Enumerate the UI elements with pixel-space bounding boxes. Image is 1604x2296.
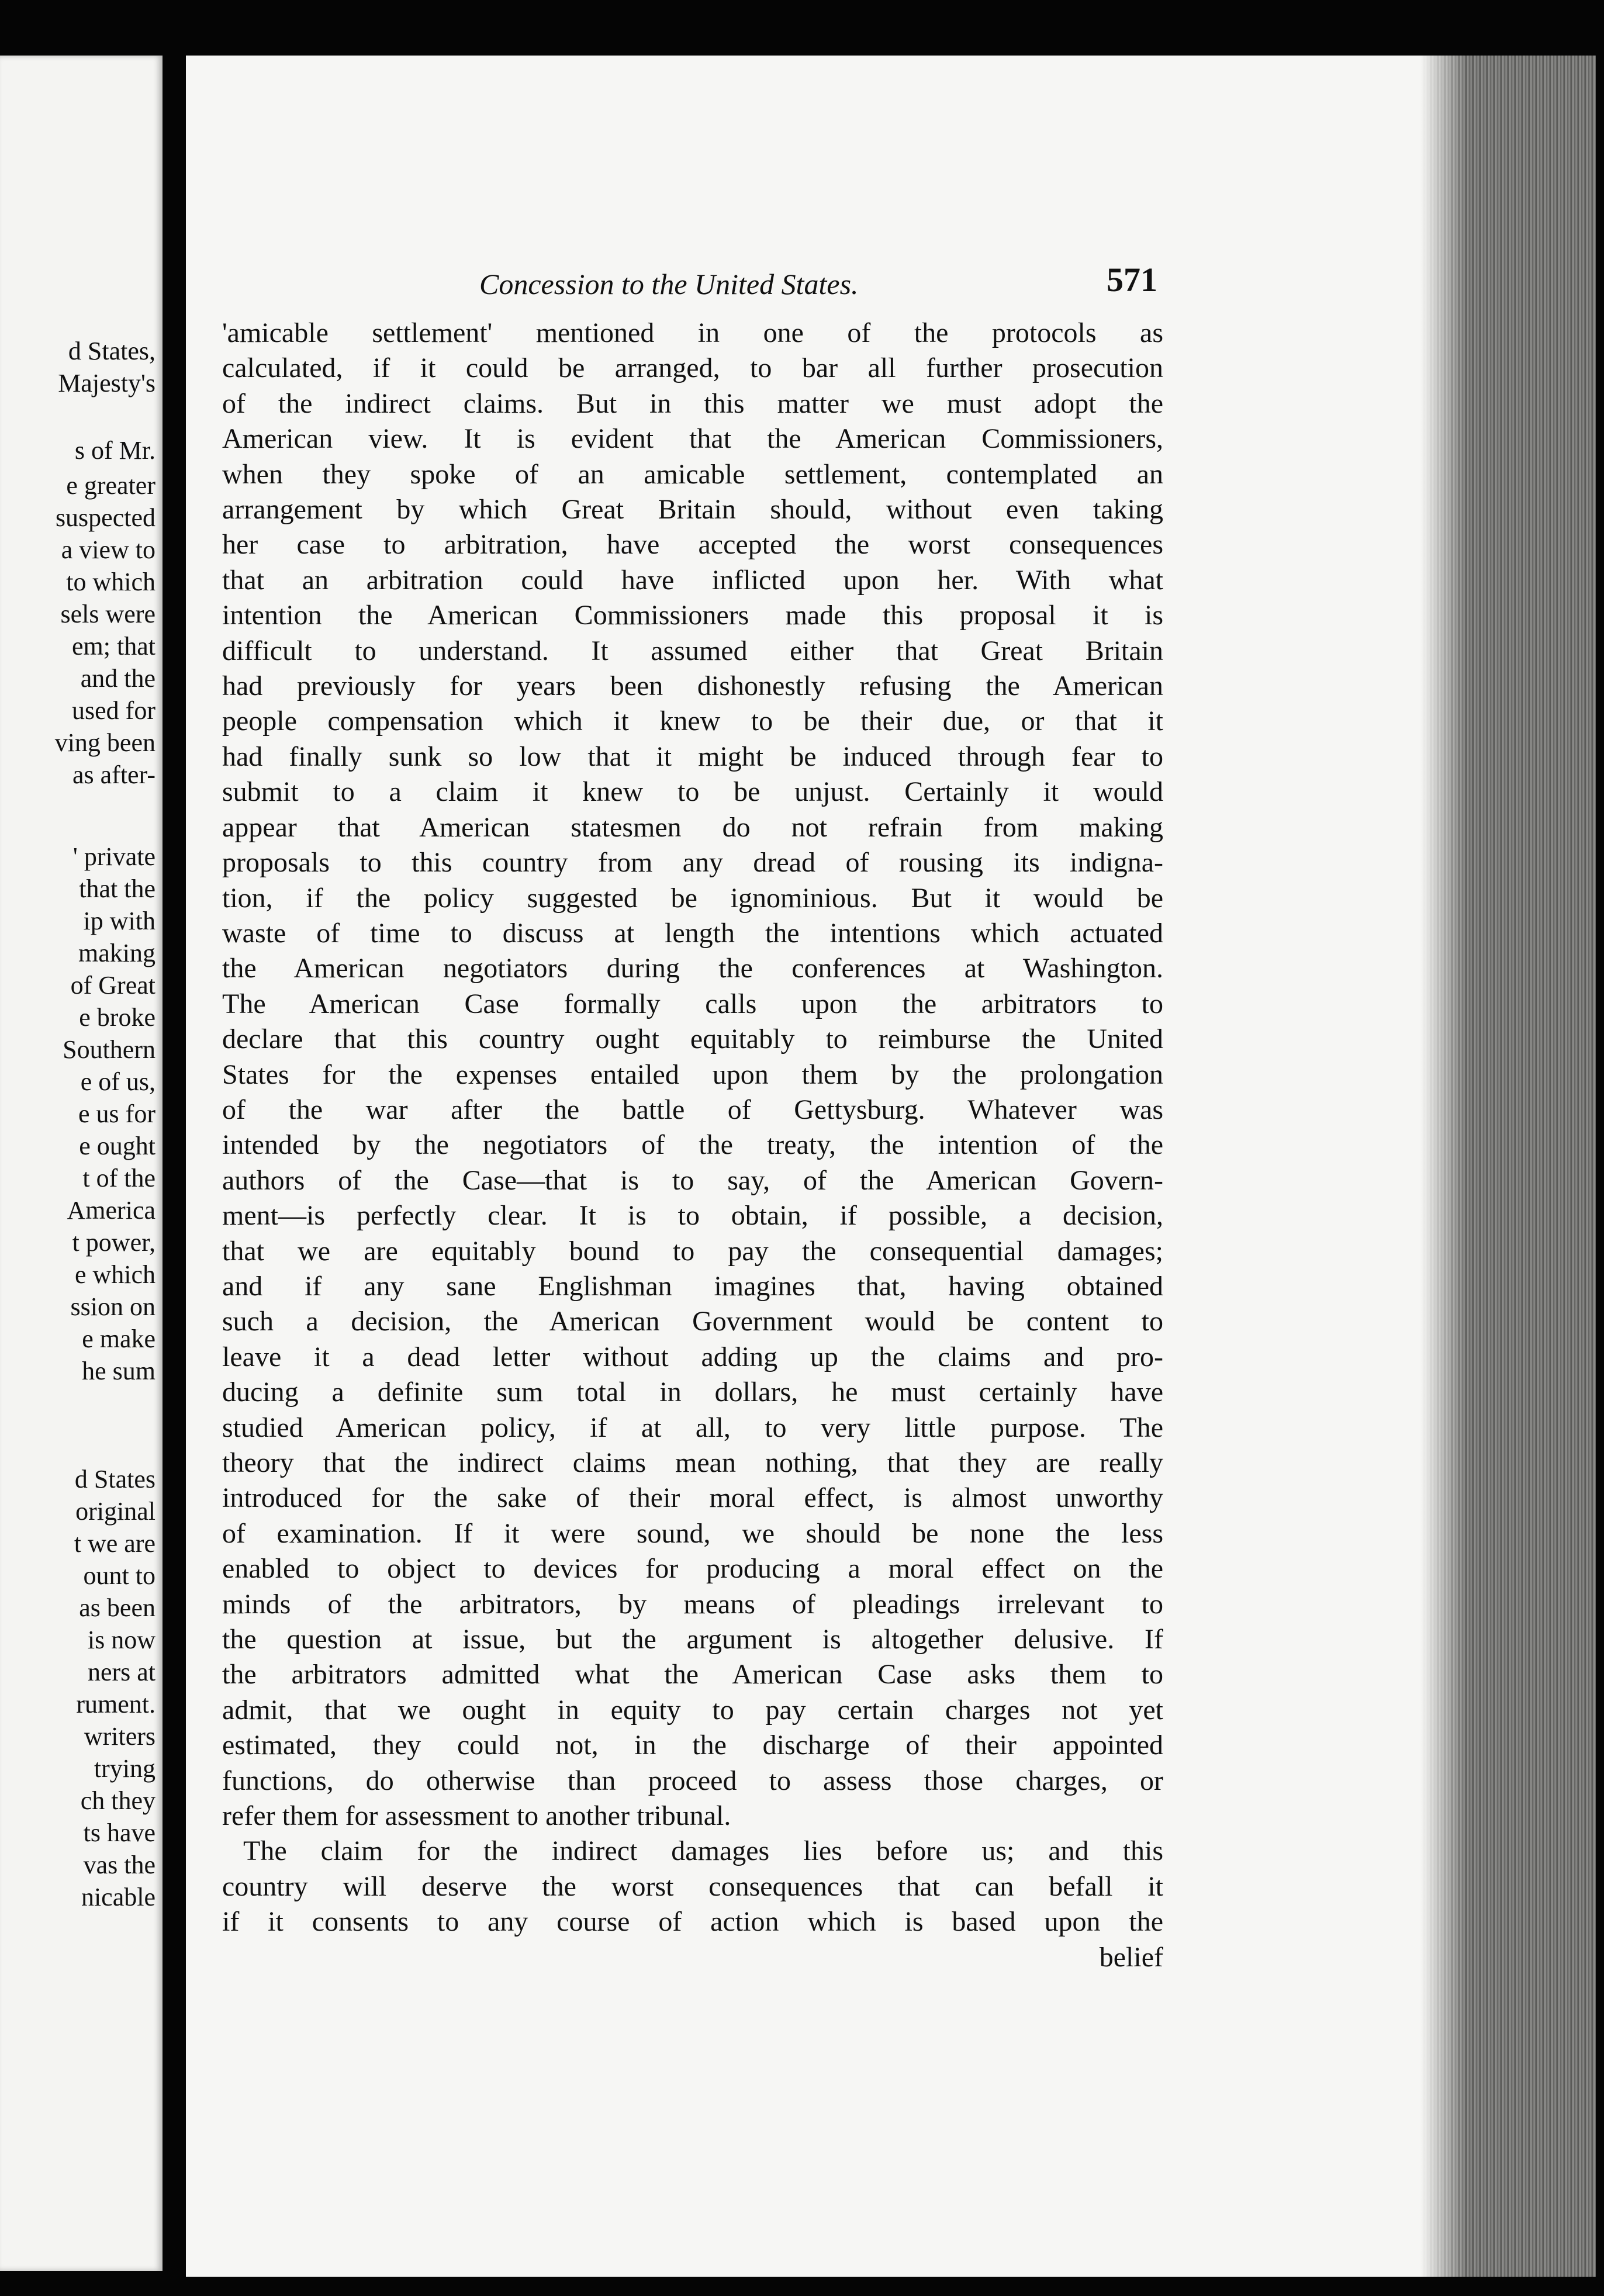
text-line: 'amicable settlement' mentioned in one of the protocols as (222, 317, 1163, 348)
facing-page-line: ip with (83, 907, 155, 935)
text-line: the American negotiators during the conferences at Washington. (222, 953, 1163, 984)
text-line: the arbitrators admitted what the American Case asks them to (222, 1659, 1163, 1690)
text-line: refer them for assessment to another tribunal. (222, 1800, 731, 1832)
text-line: functions, do otherwise than proceed to assess those charges, or (222, 1765, 1163, 1796)
text-line: her case to arbitration, have accepted the worst consequences (222, 529, 1163, 561)
facing-page-line: Majesty's (58, 369, 155, 397)
text-line: difficult to understand. It assumed either that Great Britain (222, 635, 1163, 666)
facing-page-line: of Great (70, 971, 155, 1000)
text-line: theory that the indirect claims mean nothing, that they are really (222, 1447, 1163, 1478)
facing-page-line: original (75, 1497, 155, 1526)
body-text (222, 316, 1163, 1975)
facing-page-line: t power, (72, 1228, 155, 1257)
facing-page-line: ount to (83, 1561, 155, 1590)
facing-page-line: em; that (72, 632, 155, 661)
facing-page-line: e of us, (80, 1067, 155, 1096)
text-line: had finally sunk so low that it might be induced through fear to (222, 741, 1163, 772)
text-line: such a decision, the American Government would be content to (222, 1306, 1163, 1337)
facing-page-line: vas the (83, 1851, 155, 1879)
text-line: of the indirect claims. But in this matter we must adopt the (222, 388, 1163, 419)
facing-page-line: as after- (72, 760, 155, 789)
text-line: authors of the Case—that is to say, of the American Govern- (222, 1164, 1163, 1196)
page-header (479, 260, 1157, 313)
text-line: leave it a dead letter without adding up the claims and pro- (222, 1341, 1163, 1372)
facing-page-line: nicable (81, 1883, 155, 1911)
page-number: 571 (1107, 261, 1157, 299)
text-line: of examination. If it were sound, we should be none the less (222, 1517, 1163, 1549)
facing-page-line: Southern (63, 1035, 155, 1064)
facing-page-line: s of Mr. (74, 436, 155, 465)
text-line: people compensation which it knew to be their due, or that it (222, 706, 1163, 737)
facing-page-line: d States (74, 1465, 155, 1493)
facing-page-line: e greater (66, 471, 155, 500)
text-line: enabled to object to devices for producing a moral effect on the (222, 1553, 1163, 1585)
facing-page-line: writers (84, 1722, 155, 1751)
text-line: when they spoke of an amicable settlement, contemplated an (222, 458, 1163, 490)
text-line: had previously for years been dishonestly refusing the American (222, 670, 1163, 702)
text-line: The American Case formally calls upon the arbitrators to (222, 988, 1163, 1019)
facing-page-line: t of the (82, 1164, 155, 1192)
facing-page-line: ' private (72, 842, 155, 871)
facing-page-line: making (78, 939, 155, 967)
text-line: ducing a definite sum total in dollars, he must certainly have (222, 1377, 1163, 1408)
text-line: if it consents to any course of action which is based upon the (222, 1906, 1163, 1938)
text-line: and if any sane Englishman imagines that, having obtained (222, 1270, 1163, 1302)
facing-page-line: ch they (80, 1786, 155, 1815)
text-line: belief (1099, 1941, 1163, 1973)
text-line: minds of the arbitrators, by means of pleadings irrelevant to (222, 1588, 1163, 1620)
text-line: ment—is perfectly clear. It is to obtain, if possible, a decision, (222, 1200, 1163, 1232)
facing-page-line: e which (74, 1260, 155, 1289)
text-line: country will deserve the worst consequences that can befall it (222, 1870, 1163, 1902)
text-line: the question at issue, but the argument is altogether delusive. If (222, 1624, 1163, 1655)
facing-page-line: America (67, 1196, 155, 1225)
facing-page-line: trying (94, 1754, 155, 1783)
text-line: proposals to this country from any dread of rousing its indigna- (222, 847, 1163, 879)
text-line: intention the American Commissioners made this proposal it is (222, 600, 1163, 631)
text-line: of the war after the battle of Gettysburg. Whatever was (222, 1094, 1163, 1125)
facing-page-line: ts have (83, 1818, 155, 1847)
text-line: estimated, they could not, in the discharge of their appointed (222, 1730, 1163, 1761)
text-line: declare that this country ought equitably to reimburse the United (222, 1023, 1163, 1055)
facing-page-line: to which (66, 568, 155, 596)
text-line: that an arbitration could have inflicted upon her. With what (222, 564, 1163, 596)
text-line: appear that American statesmen do not refrain from making (222, 811, 1163, 843)
facing-page-line: a view to (61, 535, 155, 564)
text-line: tion, if the policy suggested be ignominious. But it would be (222, 882, 1163, 914)
text-line: States for the expenses entailed upon them by the prolongation (222, 1059, 1163, 1090)
facing-page-line: is now (87, 1626, 155, 1654)
facing-page-line: rument. (76, 1690, 155, 1718)
facing-page-line: ving been (54, 728, 155, 757)
text-line: American view. It is evident that the American Commissioners, (222, 423, 1163, 455)
facing-page-line: e make (82, 1325, 155, 1353)
facing-page-line: t we are (74, 1529, 155, 1558)
facing-page-line: e us for (78, 1099, 155, 1128)
running-title: Concession to the United States. (479, 268, 859, 300)
text-line: introduced for the sake of their moral effect, is almost unworthy (222, 1482, 1163, 1514)
text-line: calculated, if it could be arranged, to bar all further prosecution (222, 352, 1163, 384)
facing-page-line: sels were (60, 600, 155, 628)
facing-page-line: used for (72, 696, 155, 725)
facing-page-line: he sum (82, 1357, 155, 1385)
facing-page-left (0, 56, 163, 2271)
text-line: arrangement by which Great Britain should, without even taking (222, 494, 1163, 525)
text-line: waste of time to discuss at length the intentions which actuated (222, 917, 1163, 949)
facing-page-line: as been (79, 1593, 155, 1622)
text-line: The claim for the indirect damages lies before us; and this (243, 1835, 1163, 1867)
facing-page-line: suspected (55, 503, 155, 532)
text-line: intended by the negotiators of the treaty, the intention of the (222, 1129, 1163, 1161)
facing-page-line: e broke (79, 1003, 155, 1032)
facing-page-line: d States, (68, 337, 155, 365)
facing-page-line: e ought (79, 1132, 155, 1160)
text-line: studied American policy, if at all, to very little purpose. The (222, 1412, 1163, 1443)
text-line: submit to a claim it knew to be unjust. Certainly it would (222, 776, 1163, 808)
page-edges (1420, 56, 1596, 2277)
facing-page-line: ssion on (70, 1292, 155, 1321)
facing-page-line: ners at (87, 1658, 155, 1686)
facing-page-line: that the (79, 874, 155, 903)
facing-page-line: and the (80, 664, 155, 693)
text-line: admit, that we ought in equity to pay certain charges not yet (222, 1694, 1163, 1726)
text-line: that we are equitably bound to pay the consequential damages; (222, 1235, 1163, 1267)
